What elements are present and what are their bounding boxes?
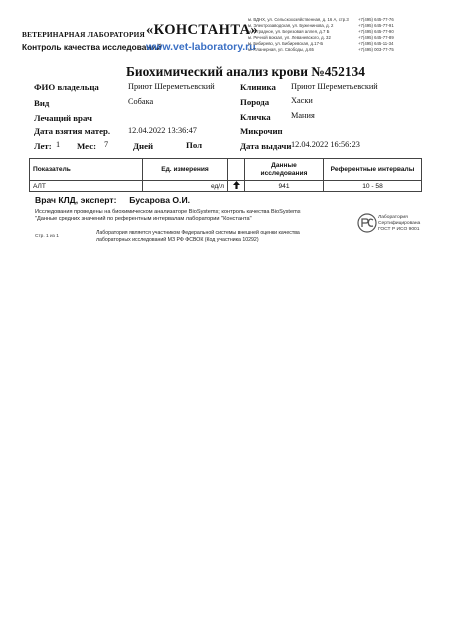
up-arrow-icon <box>228 181 245 192</box>
sex-label: Пол <box>186 140 203 150</box>
accreditation-line: Лаборатория является участником Федеральной системы внешней оценки качества <box>96 230 300 236</box>
test-unit: ед/л <box>143 181 228 192</box>
vet-label: Лечащий врач <box>34 113 92 123</box>
branch-phone: +7(495) 645-77-90 <box>358 29 394 34</box>
branch-phone: +7(495) 645-11-34 <box>358 41 394 46</box>
test-value: 941 <box>245 181 324 192</box>
branch-phone: +7(495) 645-77-76 <box>358 17 394 22</box>
branch-address: м. Планерная, ул. Свободы, д.65 <box>248 47 314 52</box>
microchip-label: Микрочип <box>240 126 283 136</box>
date-taken-label: Дата взятия матер. <box>34 126 111 136</box>
certification-text: Сертифицирована <box>378 221 421 226</box>
months-value: 7 <box>104 140 109 149</box>
species-value: Собака <box>128 97 154 106</box>
table-header-row <box>30 159 422 181</box>
branch-address: м. ВДНХ, ул. Сельскохозяйственная, д. 16 А, стр.3 <box>248 17 349 22</box>
owner-value: Приют Шереметьевский <box>128 82 215 91</box>
results-table <box>29 158 422 192</box>
website-link[interactable]: www.vet-laboratory.ru <box>146 41 256 53</box>
branch-address: м. Речной вокзал, ул. Леваневского, д. 32 <box>248 35 331 40</box>
issue-date-label: Дата выдачи <box>240 141 292 151</box>
accreditation-line: лабораторных исследований МЗ РФ ФСВОК (Код участника 10292) <box>96 237 259 243</box>
branch-address: м. Электрозаводская, ул. Буженинова, д. 2 <box>248 23 334 28</box>
certification-text: ГОСТ Р ИСО 9001 <box>378 227 420 232</box>
certification-logo-icon <box>357 213 377 233</box>
report-title: Биохимический анализ крови №452134 <box>126 64 365 79</box>
analyzer-note: Исследования проведены на биохимическом анализаторе BioSystems; контроль качества BioSystems <box>35 209 301 215</box>
column-header: Данные исследования <box>245 159 324 181</box>
date-taken-value: 12.04.2022 13:36:47 <box>128 126 197 135</box>
column-header: Показатель <box>30 159 143 181</box>
branch-phone: +7(495) 003-77-75 <box>358 47 394 52</box>
reference-note: "Данные средних значений по референтным интервалам лаборатории "Константа" <box>35 216 252 222</box>
quality-control-line: Контроль качества исследований <box>22 42 162 52</box>
doctor-label: Врач КЛД, эксперт: <box>35 195 117 205</box>
certification-text: Лаборатория <box>378 215 408 220</box>
column-header: Ед. измерения <box>143 159 228 181</box>
days-label: Дней <box>133 141 154 151</box>
clinic-label: Клиника <box>240 82 276 92</box>
doctor-name: Бусарова О.И. <box>129 195 191 205</box>
years-label: Лет: <box>34 141 52 151</box>
lab-brand: «КОНСТАНТА» <box>146 22 259 38</box>
column-header: Референтные интервалы <box>324 159 422 181</box>
doctor-signature-line <box>35 195 190 205</box>
page-number: Стр. 1 из 1 <box>35 234 59 239</box>
months-label: Мес: <box>77 141 97 151</box>
nickname-value: Мания <box>291 111 315 120</box>
branch-address: м. Отрадное, ул. Березовая аллея, д.7 Б <box>248 29 330 34</box>
lab-name-line: ВЕТЕРИНАРНАЯ ЛАБОРАТОРИЯ <box>22 30 145 39</box>
test-name: АЛТ <box>30 181 143 192</box>
owner-label: ФИО владельца <box>34 82 99 92</box>
nickname-label: Кличка <box>240 112 271 122</box>
breed-label: Порода <box>240 97 270 107</box>
table-row <box>30 181 422 192</box>
column-header <box>228 159 245 181</box>
species-label: Вид <box>34 98 50 108</box>
clinic-value: Приют Шереметьевский <box>291 82 378 91</box>
branch-phone: +7(495) 645-77-91 <box>358 23 394 28</box>
issue-date-value: 12.04.2022 16:56:23 <box>291 140 360 149</box>
breed-value: Хаски <box>291 96 313 105</box>
test-reference: 10 - 58 <box>324 181 422 192</box>
branch-phone: +7(495) 645-77-89 <box>358 35 394 40</box>
years-value: 1 <box>56 140 61 149</box>
branch-address: м. Бибирево, ул. Бибиревская, д.17-Б <box>248 41 324 46</box>
